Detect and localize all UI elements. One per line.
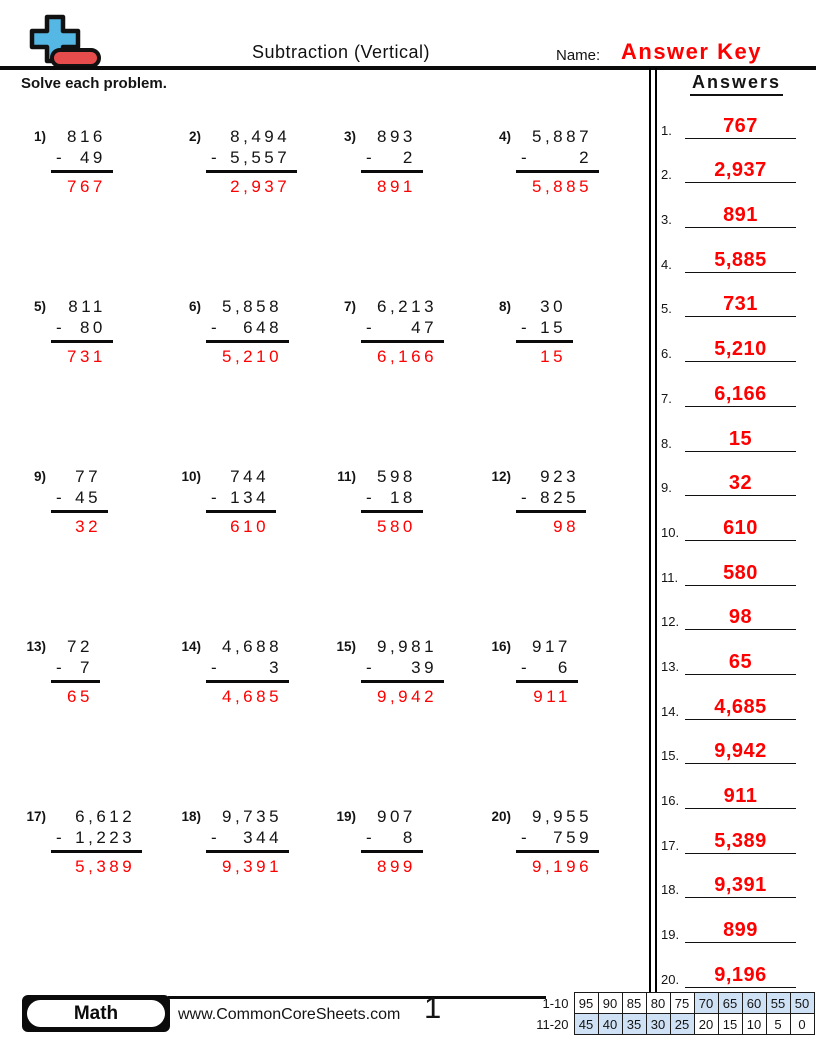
minuend: 4,688 [222,637,283,656]
subtrahend: 759 [553,828,593,847]
subtraction-problem [487,636,642,806]
subtrahend-row [51,827,142,853]
answer-number: 9. [661,480,672,496]
answer-number: 16. [661,793,680,808]
answer-item [659,496,814,541]
subtraction-problem [332,126,487,296]
score-cell: 85 [622,993,646,1014]
minuend: 923 [540,467,580,486]
minuend: 5,887 [532,127,593,146]
problem-number: 18) [181,809,201,824]
subtrahend-row [206,827,289,853]
minus-icon: - [211,318,221,337]
answer-item [659,630,814,675]
problem-answer: 5,210 [222,347,283,366]
minus-icon: - [521,658,531,677]
problem-answer: 5,389 [75,857,136,876]
name-value-answer-key: Answer Key [621,39,762,64]
subtraction-problem [487,296,642,466]
answer-value: 9,942 [685,739,796,764]
minuend: 77 [75,467,102,486]
subtrahend-row [361,487,423,513]
subtraction-problem [332,296,487,466]
minuend: 917 [532,637,571,656]
answer-number: 4. [661,256,672,272]
problem-body [51,466,108,537]
subtrahend-row [206,487,276,513]
problem-body [361,296,444,367]
subtraction-problem [487,126,642,296]
score-cell: 0 [790,1014,814,1035]
answer-number: 19. [661,927,680,943]
subtrahend-row [516,317,573,343]
problem-body [51,806,142,877]
minus-icon: - [211,658,221,677]
subtrahend: 39 [411,658,438,677]
answer-value: 891 [685,203,796,228]
problem-answer: 731 [67,347,106,366]
score-cell: 30 [646,1014,670,1035]
problem-number: 5) [33,299,46,314]
answer-value: 2,937 [685,158,796,183]
problem-body [516,466,586,537]
problem-body [51,636,100,707]
answer-value: 899 [685,918,796,943]
header-divider [0,66,816,70]
subtrahend-row [361,827,423,853]
website-url: www.CommonCoreSheets.com [178,1006,401,1023]
subtrahend-row [51,657,100,683]
score-cell: 35 [622,1014,646,1035]
subtraction-problem [332,466,487,636]
subtrahend: 49 [79,148,106,167]
minuend: 598 [377,467,416,486]
page-title: Subtraction (Vertical) [251,42,431,62]
subtraction-problem [22,126,177,296]
subtrahend-row [516,657,578,683]
problem-number: 17) [26,809,46,824]
answer-number: 3. [661,212,672,228]
subtraction-problem [22,806,177,976]
answer-number: 14. [661,703,680,719]
answer-item [659,139,814,184]
problem-answer: 5,885 [532,177,593,196]
problem-body [206,636,289,707]
minus-icon: - [521,148,531,167]
problem-answer: 9,942 [377,687,438,706]
score-cell: 5 [766,1014,790,1035]
score-table [528,992,815,1035]
problem-answer: 899 [377,857,416,876]
problem-number: 3) [343,129,356,144]
subtrahend: 344 [243,828,283,847]
answer-value: 731 [685,292,796,317]
answer-item [659,228,814,273]
minus-icon: - [366,148,376,167]
answer-item [659,764,814,809]
answer-item [659,898,814,943]
problem-number: 1) [33,129,46,144]
subtraction-problem [177,636,332,806]
subtraction-problem [487,466,642,636]
problem-number: 11) [337,469,356,484]
subtrahend-row [516,147,599,173]
subtraction-problem [177,466,332,636]
problem-answer: 2,937 [230,177,291,196]
problem-answer: 32 [75,517,102,536]
problem-body [51,296,113,367]
problem-body [206,296,289,367]
problem-answer: 9,391 [222,857,283,876]
name-label: Name: [556,47,601,64]
minuend: 6,612 [75,807,136,826]
subtraction-problem [487,806,642,976]
subtrahend-row [51,487,108,513]
subtrahend: 134 [230,488,270,507]
problem-answer: 15 [540,347,567,366]
problem-number: 15) [336,639,356,654]
problem-answer: 9,196 [532,857,593,876]
answer-item [659,452,814,497]
answer-item [659,586,814,631]
answers-panel [659,72,814,988]
score-range-label: 1-10 [542,995,569,1011]
score-cell: 65 [718,993,742,1014]
subtraction-problem [22,466,177,636]
math-subject-badge [22,995,170,1032]
minuend: 72 [67,637,93,656]
minus-icon: - [56,488,66,507]
answer-number: 2. [661,167,672,183]
problem-number: 2) [188,129,201,144]
problem-number: 14) [181,639,201,654]
answer-value: 610 [685,516,796,541]
problem-body [361,126,423,197]
subtraction-problem [177,126,332,296]
problem-answer: 580 [377,517,416,536]
answers-column-divider [649,68,657,993]
minuend: 811 [68,297,106,316]
subtrahend: 8 [402,828,416,847]
score-range-label: 11-20 [536,1016,569,1032]
score-cell: 45 [574,1014,598,1035]
problem-answer: 610 [230,517,270,536]
footer-divider [168,996,546,999]
subtrahend-row [361,657,444,683]
answer-number: 6. [661,346,672,362]
subtrahend: 5,557 [230,148,291,167]
answer-value: 98 [685,605,796,630]
minus-icon: - [366,828,376,847]
answer-value: 6,166 [685,382,796,407]
minus-icon: - [211,488,221,507]
problem-answer: 65 [67,687,93,706]
problem-answer: 767 [67,177,106,196]
subtrahend-row [361,147,423,173]
problem-body [51,126,113,197]
problem-body [206,126,297,197]
answer-value: 4,685 [685,695,796,720]
subtrahend-row [206,317,289,343]
problem-answer: 4,685 [222,687,283,706]
score-cell: 95 [574,993,598,1014]
minuend: 6,213 [377,297,438,316]
answer-number: 15. [661,748,680,764]
minus-icon: - [211,148,221,167]
minuend: 744 [230,467,270,486]
answer-number: 20. [661,971,680,987]
subtrahend: 1,223 [75,828,136,847]
answer-number: 13. [661,658,680,674]
problem-body [361,636,444,707]
subtraction-problem [177,296,332,466]
problem-answer: 6,166 [377,347,438,366]
problem-body [516,806,599,877]
problem-number: 19) [336,809,356,824]
answer-value: 767 [685,114,796,139]
subtrahend: 2 [579,148,593,167]
page-number: 1 [424,990,442,1025]
score-row [528,1014,814,1035]
problem-answer: 891 [377,177,416,196]
answer-value: 911 [685,784,796,809]
score-cell: 40 [598,1014,622,1035]
minuend: 8,494 [230,127,291,146]
answer-number: 17. [661,837,680,853]
subtrahend-row [516,827,599,853]
minus-icon: - [56,828,66,847]
minuend: 9,955 [532,807,593,826]
problem-body [206,806,289,877]
minuend: 9,735 [222,807,283,826]
answer-value: 5,885 [685,248,796,273]
subtrahend-row [51,317,113,343]
minus-icon: - [56,658,66,677]
score-cell: 60 [742,993,766,1014]
answers-heading: Answers [690,72,783,96]
problem-number: 13) [26,639,46,654]
answer-item [659,943,814,988]
answer-value: 15 [685,427,796,452]
answer-number: 10. [661,524,680,540]
subtrahend: 648 [243,318,283,337]
minus-icon: - [366,658,376,677]
score-cell: 25 [670,1014,694,1035]
minuend: 5,858 [222,297,283,316]
subtrahend-row [516,487,586,513]
subtraction-problem [22,636,177,806]
answer-item [659,407,814,452]
subtrahend-row [206,147,297,173]
minuend: 893 [377,127,416,146]
score-cell: 75 [670,993,694,1014]
problem-body [516,636,578,707]
answer-number: 18. [661,882,680,898]
answer-number: 7. [661,390,672,406]
minus-icon: - [521,828,531,847]
minuend: 907 [377,807,416,826]
subtrahend: 18 [389,488,416,507]
minuend: 9,981 [377,637,438,656]
score-cell: 15 [718,1014,742,1035]
instructions-text: Solve each problem. [21,75,167,92]
problems-grid [22,126,642,976]
answer-item [659,809,814,854]
minus-icon: - [56,318,66,337]
score-cell: 70 [694,993,718,1014]
answer-item [659,317,814,362]
subtraction-problem [332,806,487,976]
subtrahend-row [51,147,113,173]
answer-value: 580 [685,561,796,586]
problem-answer: 98 [553,517,580,536]
subtraction-problem [22,296,177,466]
answer-value: 9,196 [685,963,796,988]
score-cell: 10 [742,1014,766,1035]
answer-item [659,720,814,765]
problem-number: 20) [491,809,511,824]
subtraction-problem [332,636,487,806]
answer-value: 65 [685,650,796,675]
minus-icon: - [56,148,66,167]
subtrahend: 47 [411,318,438,337]
problem-number: 9) [33,469,46,484]
problem-number: 8) [498,299,511,314]
problem-number: 16) [491,639,511,654]
score-cell: 80 [646,993,670,1014]
problem-body [361,466,423,537]
answer-value: 9,391 [685,873,796,898]
answer-number: 5. [661,301,672,317]
subtrahend: 2 [402,148,416,167]
answer-item [659,273,814,318]
problem-number: 7) [343,299,356,314]
answer-number: 11. [661,569,679,585]
answer-item [659,854,814,899]
answer-value: 32 [685,471,796,496]
problem-number: 6) [188,299,201,314]
problem-number: 4) [498,129,511,144]
answer-number: 12. [661,614,680,630]
subtrahend-row [206,657,289,683]
subtrahend: 3 [269,658,283,677]
score-row [528,993,814,1014]
answer-item [659,94,814,139]
subtrahend: 7 [79,658,93,677]
answer-number: 8. [661,435,672,451]
score-cell: 90 [598,993,622,1014]
minuend: 30 [540,297,567,316]
score-cell: 55 [766,993,790,1014]
minus-icon: - [521,318,531,337]
minus-icon: - [211,828,221,847]
math-badge-label: Math [27,1000,165,1027]
answer-item [659,183,814,228]
answer-value: 5,389 [685,829,796,854]
subtrahend: 15 [540,318,567,337]
subtraction-problem [177,806,332,976]
minus-icon: - [366,318,376,337]
answer-value: 5,210 [685,337,796,362]
score-cell: 50 [790,993,814,1014]
minus-icon: - [366,488,376,507]
problem-answer: 911 [533,687,571,706]
problem-body [361,806,423,877]
subtrahend: 80 [79,318,106,337]
subtrahend: 45 [75,488,102,507]
problem-number: 10) [181,469,201,484]
answer-item [659,362,814,407]
answers-list [659,94,814,988]
problem-body [206,466,276,537]
subtrahend: 825 [540,488,580,507]
problem-body [516,296,573,367]
score-cell: 20 [694,1014,718,1035]
answer-item [659,675,814,720]
subtrahend-row [361,317,444,343]
minus-icon: - [521,488,531,507]
subtrahend: 6 [557,658,571,677]
problem-body [516,126,599,197]
problem-number: 12) [491,469,511,484]
answer-number: 1. [661,122,672,138]
answer-item [659,541,814,586]
minuend: 816 [67,127,106,146]
